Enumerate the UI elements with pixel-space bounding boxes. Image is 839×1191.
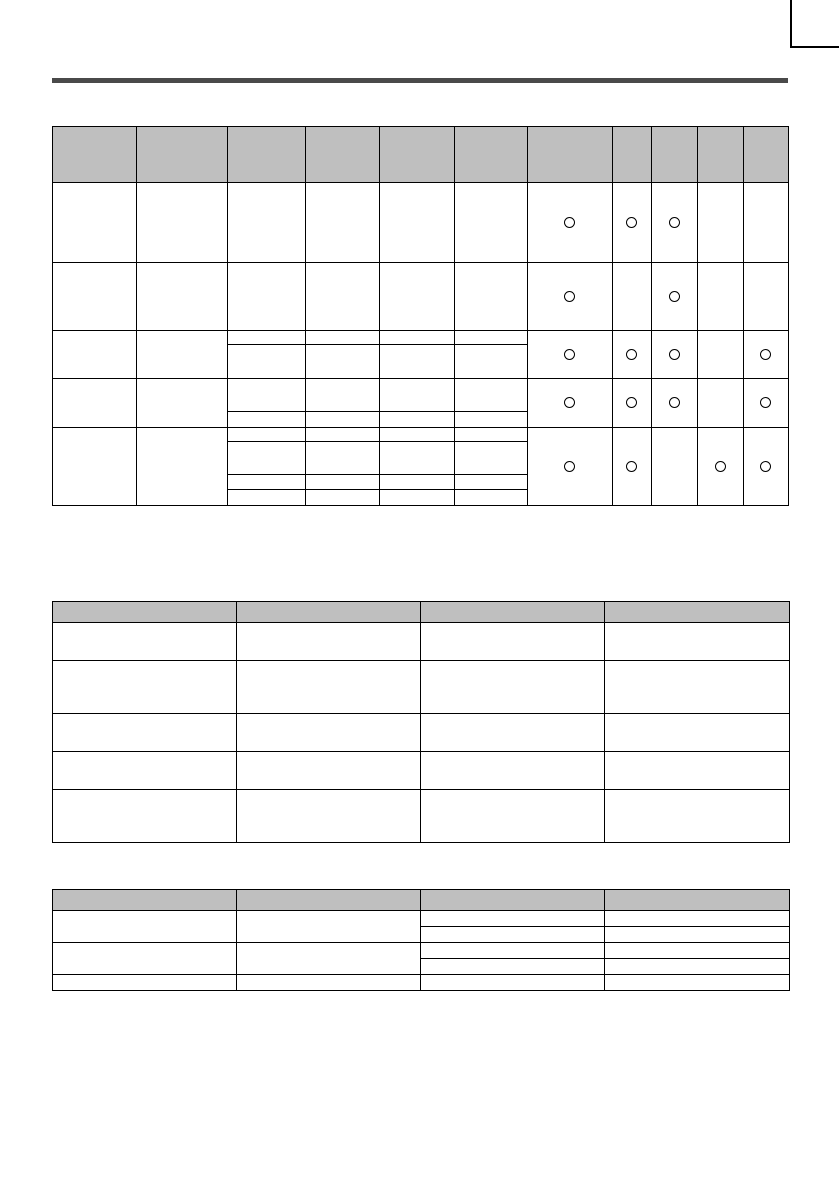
settings-table xyxy=(52,889,790,991)
table-cell xyxy=(454,331,527,345)
supported-circle-icon xyxy=(760,397,771,408)
table-row xyxy=(53,943,790,959)
header-cell xyxy=(228,127,306,183)
mark-cell xyxy=(527,263,612,331)
mark-cell xyxy=(743,263,788,331)
table-cell xyxy=(228,428,306,442)
table-cell xyxy=(228,442,306,475)
supported-circle-icon xyxy=(760,461,771,472)
table-cell xyxy=(237,752,421,790)
header-cell xyxy=(137,127,228,183)
mark-cell xyxy=(612,263,651,331)
table-cell xyxy=(137,263,228,331)
header-cell xyxy=(237,890,421,911)
mark-cell xyxy=(697,331,743,379)
table-cell xyxy=(137,428,228,506)
table-cell xyxy=(605,661,790,714)
table-row xyxy=(53,752,790,790)
header-cell xyxy=(237,602,421,623)
table-cell xyxy=(421,790,605,843)
table-cell xyxy=(605,943,790,959)
mark-cell xyxy=(527,379,612,428)
table-cell xyxy=(421,911,605,927)
table-cell xyxy=(306,412,380,428)
table-cell xyxy=(228,475,306,490)
table-cell xyxy=(53,975,237,991)
table-row xyxy=(53,911,790,927)
table-cell xyxy=(228,345,306,379)
mark-cell xyxy=(612,428,651,506)
table-cell xyxy=(237,661,421,714)
supported-circle-icon xyxy=(669,217,680,228)
mark-cell xyxy=(651,183,697,263)
table-cell xyxy=(454,490,527,506)
table-cell xyxy=(421,623,605,661)
mark-cell xyxy=(697,183,743,263)
table-cell xyxy=(306,331,380,345)
header-cell xyxy=(380,127,454,183)
header-cell xyxy=(612,127,651,183)
mark-cell xyxy=(651,428,697,506)
header-cell xyxy=(651,127,697,183)
mark-cell xyxy=(697,263,743,331)
table-cell xyxy=(421,975,605,991)
supported-circle-icon xyxy=(626,461,637,472)
table-cell xyxy=(306,263,380,331)
supported-circle-icon xyxy=(564,461,575,472)
header-cell xyxy=(53,602,237,623)
table-cell xyxy=(380,345,454,379)
mark-cell xyxy=(612,379,651,428)
table-cell xyxy=(380,183,454,263)
header-cell xyxy=(421,890,605,911)
table-cell xyxy=(137,331,228,379)
table-cell xyxy=(605,911,790,927)
mark-cell xyxy=(743,428,788,506)
header-cell xyxy=(53,890,237,911)
mark-cell xyxy=(697,379,743,428)
table-row xyxy=(53,331,789,345)
mark-cell xyxy=(743,183,788,263)
table-row xyxy=(53,623,790,661)
table-cell xyxy=(605,959,790,975)
table-cell xyxy=(605,623,790,661)
supported-circle-icon xyxy=(669,291,680,302)
header-cell xyxy=(53,127,137,183)
table-cell xyxy=(53,911,237,943)
table-row xyxy=(53,790,790,843)
table-cell xyxy=(228,490,306,506)
table-cell xyxy=(53,331,137,379)
mark-cell xyxy=(612,183,651,263)
table-cell xyxy=(454,263,527,331)
table-cell xyxy=(421,959,605,975)
table-cell xyxy=(454,475,527,490)
table-cell xyxy=(306,428,380,442)
table-cell xyxy=(380,379,454,412)
supported-circle-icon xyxy=(715,461,726,472)
header-cell xyxy=(454,127,527,183)
table-cell xyxy=(228,379,306,412)
table-row xyxy=(53,661,790,714)
table-cell xyxy=(237,943,421,975)
header-cell xyxy=(697,127,743,183)
spec-table xyxy=(52,601,790,843)
table-cell xyxy=(53,661,237,714)
table-cell xyxy=(306,442,380,475)
table-cell xyxy=(306,183,380,263)
table-cell xyxy=(605,714,790,752)
supported-circle-icon xyxy=(626,217,637,228)
table-cell xyxy=(605,790,790,843)
supported-circle-icon xyxy=(669,397,680,408)
table-cell xyxy=(53,943,237,975)
table-cell xyxy=(237,975,421,991)
mark-cell xyxy=(527,428,612,506)
table-cell xyxy=(53,623,237,661)
table-cell xyxy=(421,661,605,714)
table-cell xyxy=(380,442,454,475)
table-cell xyxy=(53,263,137,331)
table-cell xyxy=(605,752,790,790)
table-cell xyxy=(421,943,605,959)
table-cell xyxy=(421,714,605,752)
header-cell xyxy=(421,602,605,623)
table-cell xyxy=(53,790,237,843)
table-cell xyxy=(53,428,137,506)
header-cell xyxy=(605,602,790,623)
spec-table-header xyxy=(53,602,790,623)
table-cell xyxy=(454,412,527,428)
table-cell xyxy=(454,345,527,379)
table-cell xyxy=(228,331,306,345)
header-cell xyxy=(743,127,788,183)
table-cell xyxy=(454,379,527,412)
table-cell xyxy=(53,379,137,428)
mark-cell xyxy=(697,428,743,506)
table-cell xyxy=(137,183,228,263)
table-row xyxy=(53,714,790,752)
table-cell xyxy=(380,475,454,490)
table-cell xyxy=(380,263,454,331)
header-cell xyxy=(306,127,380,183)
mark-cell xyxy=(612,331,651,379)
table-cell xyxy=(605,927,790,943)
table-cell xyxy=(53,183,137,263)
compatibility-table xyxy=(52,126,789,506)
table-cell xyxy=(228,183,306,263)
mark-cell xyxy=(527,183,612,263)
table-row xyxy=(53,183,789,263)
table-cell xyxy=(605,975,790,991)
compatibility-table-header xyxy=(53,127,789,183)
supported-circle-icon xyxy=(626,397,637,408)
table-cell xyxy=(237,714,421,752)
supported-circle-icon xyxy=(564,291,575,302)
table-row xyxy=(53,975,790,991)
table-cell xyxy=(306,490,380,506)
table-cell xyxy=(454,442,527,475)
table-row xyxy=(53,379,789,412)
crop-mark-horizontal xyxy=(792,46,839,48)
header-cell xyxy=(527,127,612,183)
mark-cell xyxy=(651,263,697,331)
table-cell xyxy=(380,331,454,345)
table-cell xyxy=(380,412,454,428)
table-cell xyxy=(454,428,527,442)
mark-cell xyxy=(651,379,697,428)
crop-mark-vertical xyxy=(790,0,792,48)
table-cell xyxy=(380,428,454,442)
table-cell xyxy=(228,412,306,428)
table-cell xyxy=(421,752,605,790)
table-cell xyxy=(137,379,228,428)
table-cell xyxy=(454,183,527,263)
table-cell xyxy=(53,714,237,752)
table-cell xyxy=(228,263,306,331)
table-row xyxy=(53,428,789,442)
supported-circle-icon xyxy=(669,349,680,360)
table-cell xyxy=(421,927,605,943)
mark-cell xyxy=(527,331,612,379)
supported-circle-icon xyxy=(564,349,575,360)
table-cell xyxy=(237,623,421,661)
supported-circle-icon xyxy=(760,349,771,360)
table-cell xyxy=(306,345,380,379)
mark-cell xyxy=(743,379,788,428)
table-cell xyxy=(306,475,380,490)
page-header-rule xyxy=(52,78,788,83)
table-cell xyxy=(306,379,380,412)
table-cell xyxy=(380,490,454,506)
table-cell xyxy=(237,790,421,843)
settings-table-header xyxy=(53,890,790,911)
supported-circle-icon xyxy=(564,397,575,408)
header-cell xyxy=(605,890,790,911)
supported-circle-icon xyxy=(626,349,637,360)
mark-cell xyxy=(651,331,697,379)
mark-cell xyxy=(743,331,788,379)
table-row xyxy=(53,263,789,331)
table-cell xyxy=(53,752,237,790)
table-cell xyxy=(237,911,421,943)
supported-circle-icon xyxy=(564,217,575,228)
